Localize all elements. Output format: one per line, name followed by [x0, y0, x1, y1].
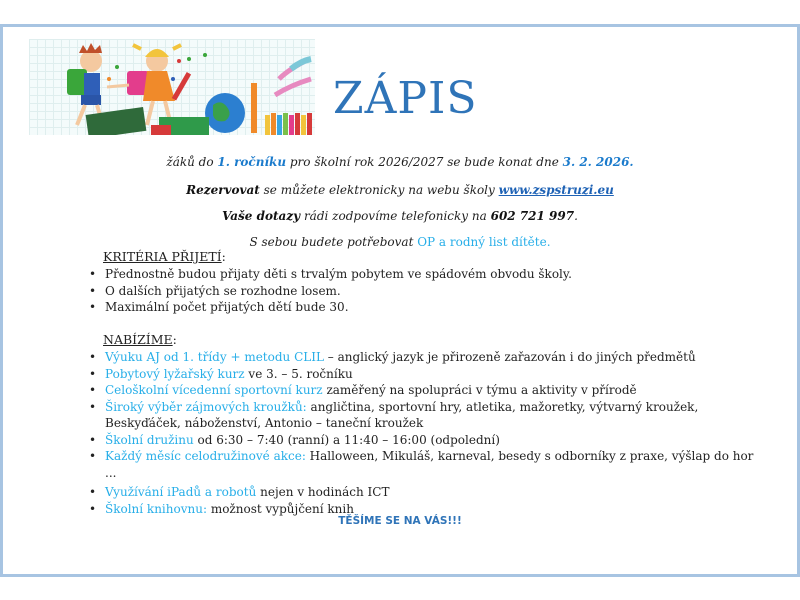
intro-line-date [3, 155, 797, 169]
page-title: ZÁPIS [333, 73, 478, 124]
list-item: • Každý měsíc celodružinové akce: Halloween, Mikuláš, karneval, besedy s odborníky z praxe, výšlap do hor ... [87, 448, 767, 481]
list-item: • Celoškolní vícedenní sportovní kurz zaměřený na spolupráci v týmu a aktivity v přírodě [87, 382, 767, 399]
list-item: • O dalších přijatých se rozhodne losem. [87, 283, 572, 300]
intro-text: pro školní rok 2026/2027 se bude konat dne [286, 155, 563, 169]
closing-message: TĚŠÍME SE NA VÁS!!! [338, 515, 462, 527]
banner-image [29, 39, 315, 135]
list-item: • Přednostně budou přijaty děti s trvalým pobytem ve spádovém obvodu školy. [87, 266, 572, 283]
reserve-label: Rezervovat [186, 183, 260, 197]
offer-heading: NABÍZÍME: [103, 332, 177, 347]
intro-line-documents [3, 235, 797, 249]
questions-label: Vaše dotazy [222, 209, 301, 223]
intro-text: rádi zodpovíme telefonicky na [300, 209, 491, 223]
intro-line-reservation [3, 183, 797, 197]
list-item: • Výuku AJ od 1. třídy + metodu CLIL – anglický jazyk je přirozeně zařazován i do jiných předmětů [87, 349, 767, 366]
list-item: • Maximální počet přijatých dětí bude 30. [87, 299, 572, 316]
page-frame [0, 24, 800, 577]
intro-text: se můžete elektronicky na webu školy [259, 183, 499, 197]
criteria-list [87, 266, 572, 316]
criteria-heading: KRITÉRIA PŘIJETÍ: [103, 249, 226, 264]
list-item: • Školní knihovnu: možnost vypůjčení knih [87, 501, 767, 518]
grade-highlight: 1. ročníku [217, 155, 287, 169]
list-item: • Široký výběr zájmových kroužků: angličtina, sportovní hry, atletika, mažoretky, výtvarný kroužek, Beskyďáček, náboženství, Antonio – taneční kroužek [87, 399, 745, 432]
intro-text: . [574, 209, 578, 223]
list-item: • Využívání iPadů a robotů nejen v hodinách ICT [87, 484, 767, 501]
children-illustration-icon [29, 39, 315, 135]
offer-list [87, 349, 767, 517]
intro-line-phone [3, 209, 797, 223]
list-item: • Školní družinu od 6:30 – 7:40 (ranní) a 11:40 – 16:00 (odpolední) [87, 432, 767, 449]
documents-highlight: OP a rodný list dítěte. [417, 235, 551, 249]
list-item: • Pobytový lyžařský kurz ve 3. – 5. ročníku [87, 366, 767, 383]
enrollment-date: 3. 2. 2026. [562, 155, 634, 169]
phone-number: 602 721 997 [490, 209, 575, 223]
intro-text: S sebou budete potřebovat [249, 235, 418, 249]
school-website-link[interactable]: www.zspstruzi.eu [498, 183, 614, 197]
intro-text: žáků do [166, 155, 218, 169]
